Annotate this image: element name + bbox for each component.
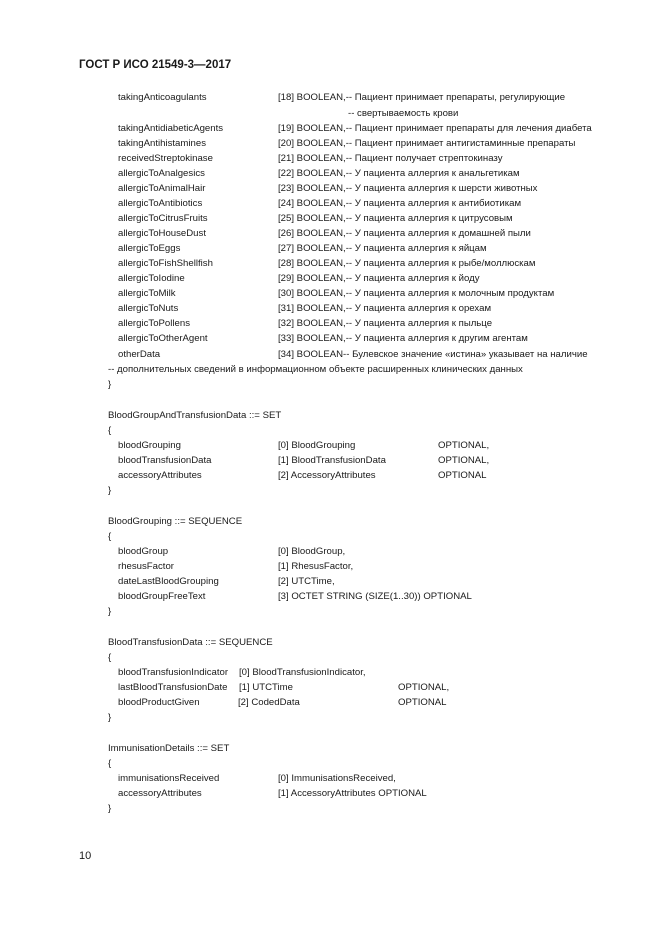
type-definition-title: ImmunisationDetails ::= SET [108, 743, 230, 754]
field-definition: [21] BOOLEAN,-- Пациент получает стрептокиназу [278, 153, 503, 164]
field-name: allergicToPollens [118, 318, 190, 329]
opening-brace: { [108, 531, 112, 542]
field-definition: [1] UTCTime [239, 682, 294, 693]
field-name: takingAntidiabeticAgents [118, 123, 224, 134]
field-definition: [1] BloodTransfusionData [278, 455, 386, 466]
field-definition: [29] BOOLEAN,-- У пациента аллергия к йоду [278, 273, 480, 284]
field-name: takingAnticoagulants [118, 92, 207, 103]
field-name: bloodGrouping [118, 440, 181, 451]
document-header: ГОСТ Р ИСО 21549-3—2017 [79, 59, 232, 71]
field-optional: OPTIONAL, [438, 455, 490, 466]
field-name: immunisationsReceived [118, 773, 220, 784]
field-definition: [28] BOOLEAN,-- У пациента аллергия к рыбе/моллюскам [278, 258, 536, 269]
field-definition: [0] BloodTransfusionIndicator, [239, 667, 366, 678]
field-definition: [33] BOOLEAN,-- У пациента аллергия к другим агентам [278, 333, 528, 344]
field-definition: [0] BloodGrouping [278, 440, 356, 451]
field-name: receivedStreptokinase [118, 153, 213, 164]
field-name: allergicToMilk [118, 288, 176, 299]
field-name: bloodTransfusionIndicator [118, 667, 229, 678]
closing-brace: } [108, 606, 112, 617]
field-definition: [32] BOOLEAN,-- У пациента аллергия к пыльце [278, 318, 493, 329]
field-name: rhesusFactor [118, 561, 174, 572]
field-optional: OPTIONAL [398, 697, 447, 708]
field-definition: -- свертываемость крови [348, 108, 459, 119]
field-definition: [18] BOOLEAN,-- Пациент принимает препараты, регулирующие [278, 92, 566, 103]
field-name: bloodProductGiven [118, 697, 200, 708]
field-definition: [23] BOOLEAN,-- У пациента аллергия к шерсти животных [278, 183, 538, 194]
opening-brace: { [108, 758, 112, 769]
field-definition: [20] BOOLEAN,-- Пациент принимает антигистаминные препараты [278, 138, 576, 149]
field-optional: OPTIONAL [438, 470, 487, 481]
field-definition: [26] BOOLEAN,-- У пациента аллергия к домашней пыли [278, 228, 531, 239]
field-name: allergicToNuts [118, 303, 179, 314]
field-name: allergicToAnalgesics [118, 168, 205, 179]
field-optional: OPTIONAL, [398, 682, 450, 693]
field-definition: [22] BOOLEAN,-- У пациента аллергия к анальгетикам [278, 168, 520, 179]
field-name: allergicToOtherAgent [118, 333, 208, 344]
field-definition: [2] UTCTime, [278, 576, 335, 587]
field-optional: OPTIONAL, [438, 440, 490, 451]
field-definition: [24] BOOLEAN,-- У пациента аллергия к антибиотикам [278, 198, 522, 209]
page-number: 10 [79, 850, 92, 862]
field-definition: [19] BOOLEAN,-- Пациент принимает препараты для лечения диабета [278, 123, 592, 134]
field-name: otherData [118, 349, 161, 360]
field-definition: [0] BloodGroup, [278, 546, 346, 557]
field-definition: [30] BOOLEAN,-- У пациента аллергия к молочным продуктам [278, 288, 555, 299]
type-definition-title: BloodGrouping ::= SEQUENCE [108, 516, 243, 527]
field-name: lastBloodTransfusionDate [118, 682, 228, 693]
closing-brace: } [108, 803, 112, 814]
field-definition: [2] CodedData [238, 697, 300, 708]
field-definition: [34] BOOLEAN-- Булевское значение «истина» указывает на наличие [278, 349, 588, 360]
field-name: allergicToEggs [118, 243, 181, 254]
field-definition: [2] AccessoryAttributes [278, 470, 376, 481]
field-definition: [1] RhesusFactor, [278, 561, 354, 572]
field-name: allergicToAnimalHair [118, 183, 206, 194]
type-definition-title: BloodGroupAndTransfusionData ::= SET [108, 410, 282, 421]
type-definition-title: BloodTransfusionData ::= SEQUENCE [108, 637, 273, 648]
field-name: takingAntihistamines [118, 138, 206, 149]
opening-brace: { [108, 425, 112, 436]
field-name: allergicToCitrusFruits [118, 213, 208, 224]
field-name: bloodTransfusionData [118, 455, 212, 466]
field-name: allergicToAntibiotics [118, 198, 203, 209]
field-name: allergicToFishShellfish [118, 258, 213, 269]
field-name: allergicToHouseDust [118, 228, 206, 239]
field-name: dateLastBloodGrouping [118, 576, 219, 587]
closing-brace: } [108, 712, 112, 723]
field-name: accessoryAttributes [118, 788, 202, 799]
field-definition: [27] BOOLEAN,-- У пациента аллергия к яйцам [278, 243, 487, 254]
closing-brace: } [108, 379, 112, 390]
comment-line: -- дополнительных сведений в информационном объекте расширенных клинических данных [108, 364, 523, 375]
closing-brace: } [108, 485, 112, 496]
field-name: allergicToIodine [118, 273, 185, 284]
field-definition: [0] ImmunisationsReceived, [278, 773, 396, 784]
field-definition: [25] BOOLEAN,-- У пациента аллергия к цитрусовым [278, 213, 513, 224]
field-definition: [1] AccessoryAttributes OPTIONAL [278, 788, 427, 799]
field-definition: [31] BOOLEAN,-- У пациента аллергия к орехам [278, 303, 492, 314]
field-name: accessoryAttributes [118, 470, 202, 481]
field-definition: [3] OCTET STRING (SIZE(1..30)) OPTIONAL [278, 591, 472, 602]
field-name: bloodGroupFreeText [118, 591, 206, 602]
opening-brace: { [108, 652, 112, 663]
field-name: bloodGroup [118, 546, 169, 557]
